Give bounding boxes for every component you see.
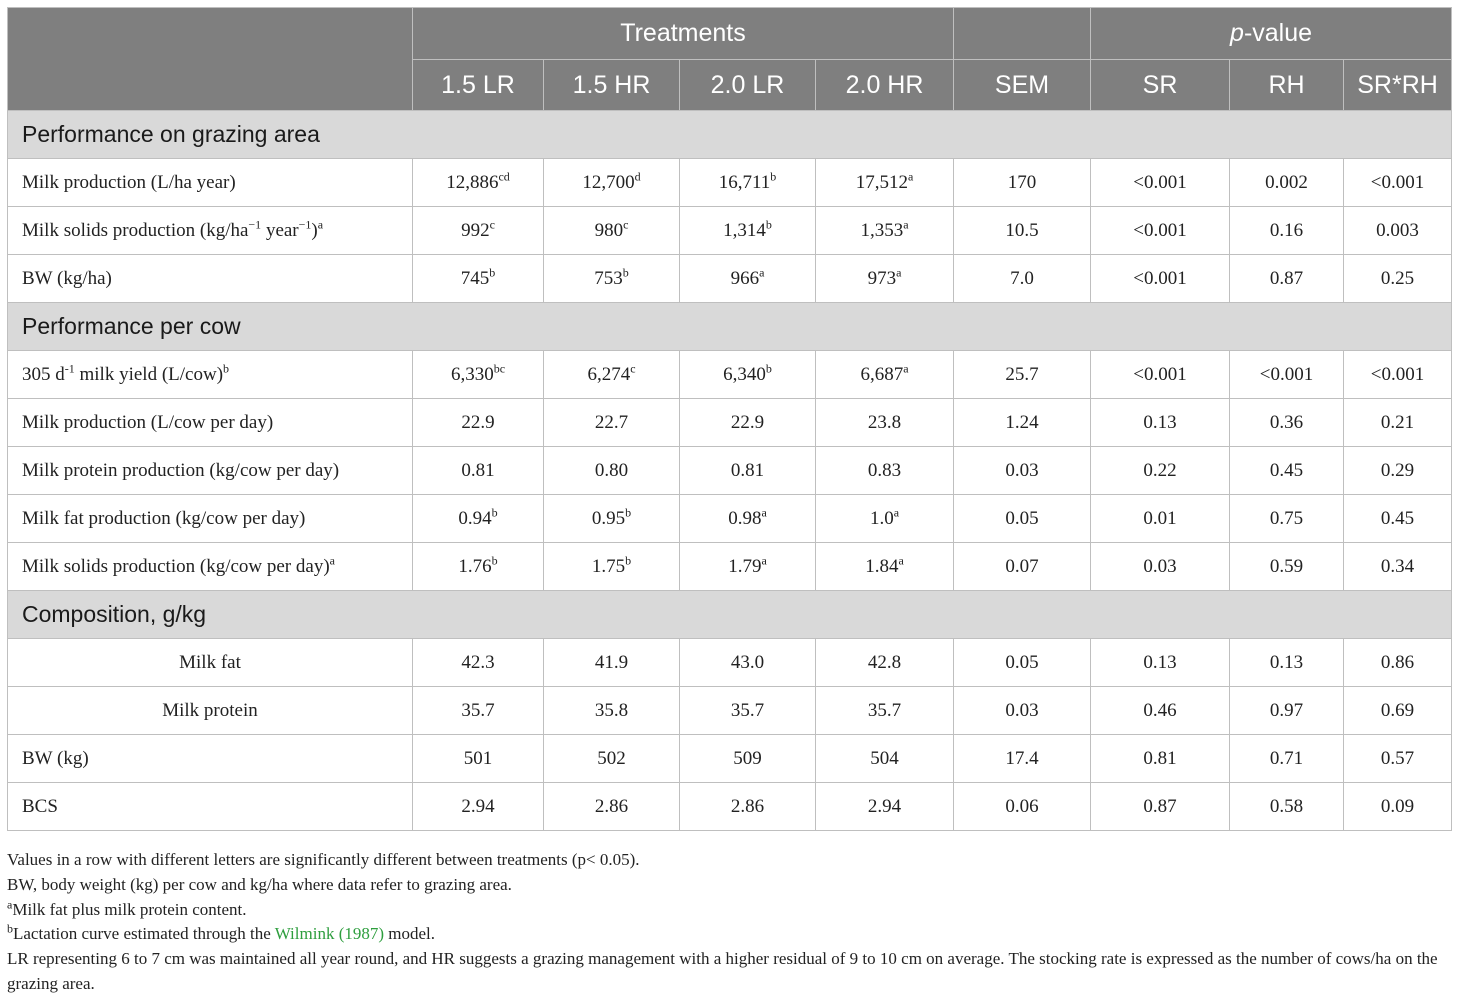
table-cell	[1091, 783, 1230, 831]
label-text: BW (kg)	[22, 747, 89, 769]
cell-value: 0.06	[1005, 795, 1039, 817]
table-cell	[954, 255, 1091, 303]
footnote-b-marker: b	[7, 921, 13, 936]
table-cell	[1230, 543, 1344, 591]
label-superscript: −1	[298, 217, 312, 232]
table-cell	[544, 255, 680, 303]
table-cell	[680, 783, 816, 831]
table-row	[8, 399, 1452, 447]
cell-value: 35.7	[461, 699, 495, 721]
col-header-1-5-hr: 1.5 HR	[544, 60, 680, 111]
table-cell	[816, 543, 954, 591]
section-row	[8, 591, 1452, 639]
cell-value: 1.76	[458, 555, 492, 577]
cell-value: 0.46	[1143, 699, 1177, 721]
table-cell	[1230, 687, 1344, 735]
cell-value: 0.34	[1380, 555, 1415, 577]
cell-value: 0.21	[1380, 411, 1415, 433]
col-header-2-0-hr: 2.0 HR	[816, 60, 954, 111]
section-title: Composition, g/kg	[8, 591, 1452, 639]
significance-letter: a	[903, 217, 909, 232]
cell-value: <0.001	[1370, 171, 1425, 193]
cell-value: 6,340	[723, 363, 766, 385]
row-label	[8, 351, 413, 399]
table-row	[8, 543, 1452, 591]
significance-letter: b	[625, 505, 632, 520]
row-label	[8, 207, 413, 255]
table-cell	[1091, 207, 1230, 255]
significance-letter: cd	[498, 169, 510, 184]
cell-value: 1,353	[860, 219, 904, 241]
table-cell	[816, 399, 954, 447]
cell-value: 0.29	[1380, 459, 1415, 481]
significance-letter: a	[903, 361, 909, 376]
row-label	[8, 783, 413, 831]
cell-value: 10.5	[1005, 219, 1039, 241]
table-row	[8, 255, 1452, 303]
table-cell	[1230, 255, 1344, 303]
table-cell	[1091, 447, 1230, 495]
table-cell	[954, 639, 1091, 687]
label-text: Milk solids production (kg/ha	[22, 219, 249, 241]
label-text: Milk production (L/cow per day)	[22, 411, 274, 433]
cell-value: 1.79	[728, 555, 762, 577]
significance-letter: d	[634, 169, 641, 184]
table-cell	[954, 159, 1091, 207]
cell-value: 42.8	[867, 651, 902, 673]
results-table-container	[7, 7, 1451, 831]
col-header-rh: RH	[1230, 60, 1344, 111]
label-superscript: -1	[64, 361, 75, 376]
cell-value: 0.09	[1380, 795, 1415, 817]
cell-value: 1.84	[865, 555, 899, 577]
significance-letter: b	[491, 505, 498, 520]
row-label	[8, 447, 413, 495]
pvalue-p: p	[1230, 19, 1244, 47]
table-body	[8, 111, 1452, 831]
label-superscript: −1	[248, 217, 262, 232]
table-row	[8, 447, 1452, 495]
col-header-sr-rh: SR*RH	[1344, 60, 1452, 111]
footnote-b	[7, 922, 1453, 947]
table-cell	[1344, 447, 1452, 495]
table-cell	[680, 495, 816, 543]
table-cell	[1230, 207, 1344, 255]
table-cell	[544, 543, 680, 591]
cell-value: 992	[461, 219, 490, 241]
label-text: Milk fat	[179, 651, 241, 673]
table-cell	[413, 687, 544, 735]
cell-value: 35.7	[867, 699, 902, 721]
table-cell	[1344, 207, 1452, 255]
cell-value: 745	[460, 267, 490, 289]
footnote-bw: BW, body weight (kg) per cow and kg/ha where data refer to grazing area.	[7, 874, 512, 894]
significance-letter: a	[759, 265, 765, 280]
table-cell	[816, 783, 954, 831]
significance-letter: c	[489, 217, 495, 232]
cell-value: 0.13	[1143, 411, 1177, 433]
cell-value: 0.71	[1269, 747, 1304, 769]
section-row	[8, 303, 1452, 351]
footnote-lr-hr: LR representing 6 to 7 cm was maintained all year round, and HR suggests a grazing management with a higher residual of 9 to 10 cm on average. The stocking rate is expressed as the number of cows/ha on the grazing area.	[7, 949, 1438, 993]
significance-letter: b	[622, 265, 629, 280]
significance-letter: c	[630, 361, 636, 376]
table-cell	[680, 399, 816, 447]
cell-value: 504	[870, 747, 899, 769]
treatments-header: Treatments	[413, 8, 954, 60]
cell-value: 22.9	[461, 411, 495, 433]
table-row	[8, 351, 1452, 399]
table-cell	[954, 735, 1091, 783]
table-cell	[1230, 495, 1344, 543]
label-text: 305 d	[22, 363, 65, 385]
col-header-sr: SR	[1091, 60, 1230, 111]
cell-value: 12,886	[446, 171, 499, 193]
table-row	[8, 495, 1452, 543]
table-cell	[544, 447, 680, 495]
table-cell	[816, 639, 954, 687]
table-cell	[1344, 687, 1452, 735]
significance-letter: a	[761, 553, 767, 568]
table-cell	[1230, 783, 1344, 831]
table-cell	[413, 639, 544, 687]
cell-value: 0.03	[1143, 555, 1177, 577]
cell-value: 0.002	[1265, 171, 1308, 193]
col-header-sem: SEM	[954, 60, 1091, 111]
cell-value: 6,687	[860, 363, 904, 385]
table-cell	[680, 207, 816, 255]
cell-value: 35.8	[594, 699, 629, 721]
table-cell	[1344, 159, 1452, 207]
table-cell	[816, 495, 954, 543]
cell-value: 2.86	[730, 795, 765, 817]
cell-value: 0.13	[1143, 651, 1177, 673]
table-cell	[1344, 255, 1452, 303]
cell-value: 509	[733, 747, 762, 769]
table-row	[8, 783, 1452, 831]
table-cell	[816, 159, 954, 207]
table-cell	[1344, 543, 1452, 591]
cell-value: <0.001	[1259, 363, 1314, 385]
pvalue-header	[1091, 8, 1452, 60]
table-cell	[816, 735, 954, 783]
table-cell	[954, 687, 1091, 735]
cell-value: <0.001	[1133, 219, 1187, 241]
table-cell	[413, 207, 544, 255]
label-text: BCS	[22, 795, 58, 817]
pvalue-suffix: -value	[1243, 19, 1313, 47]
table-cell	[680, 639, 816, 687]
cell-value: 501	[463, 747, 493, 769]
label-text: year	[261, 219, 299, 241]
cell-value: 966	[730, 267, 760, 289]
cell-value: <0.001	[1133, 267, 1187, 289]
significance-letter: b	[765, 361, 772, 376]
significance-letter: b	[765, 217, 772, 232]
row-label	[8, 495, 413, 543]
table-cell	[954, 783, 1091, 831]
cell-value: 0.81	[1143, 747, 1177, 769]
cell-value: 12,700	[582, 171, 635, 193]
table-cell	[954, 207, 1091, 255]
cell-value: 0.81	[730, 459, 765, 481]
cell-value: 973	[867, 267, 897, 289]
table-cell	[544, 735, 680, 783]
cell-value: 0.58	[1269, 795, 1304, 817]
cell-value: 35.7	[730, 699, 765, 721]
table-cell	[544, 639, 680, 687]
label-superscript: a	[329, 553, 335, 568]
footnote-a-marker: a	[7, 896, 13, 911]
table-cell	[544, 783, 680, 831]
table-cell	[1344, 783, 1452, 831]
cell-value: 0.69	[1380, 699, 1415, 721]
table-cell	[1230, 639, 1344, 687]
significance-letter: b	[625, 553, 632, 568]
table-cell	[1344, 735, 1452, 783]
table-row	[8, 207, 1452, 255]
cell-value: 0.22	[1143, 459, 1177, 481]
label-text: Milk fat production (kg/cow per day)	[22, 507, 306, 529]
table-cell	[954, 351, 1091, 399]
table-cell	[413, 159, 544, 207]
footnote-b-text: Lactation curve estimated through the	[13, 924, 275, 944]
significance-letter: a	[898, 553, 904, 568]
cell-value: 17,512	[855, 171, 908, 193]
table-cell	[413, 735, 544, 783]
cell-value: 43.0	[730, 651, 765, 673]
cell-value: 0.97	[1269, 699, 1304, 721]
table-cell	[954, 399, 1091, 447]
table-cell	[413, 495, 544, 543]
table-cell	[1344, 351, 1452, 399]
table-cell	[1091, 159, 1230, 207]
table-cell	[954, 543, 1091, 591]
cell-value: 0.03	[1005, 459, 1039, 481]
table-cell	[816, 447, 954, 495]
table-cell	[680, 447, 816, 495]
label-text: )	[311, 219, 318, 241]
table-cell	[680, 735, 816, 783]
cell-value: 2.86	[594, 795, 629, 817]
table-cell	[680, 255, 816, 303]
header-corner	[8, 8, 413, 111]
cell-value: 0.81	[461, 459, 495, 481]
cell-value: 0.05	[1005, 507, 1039, 529]
table-cell	[1344, 399, 1452, 447]
table-row	[8, 159, 1452, 207]
table-cell	[954, 447, 1091, 495]
table-cell	[413, 783, 544, 831]
table-cell	[954, 495, 1091, 543]
table-cell	[413, 351, 544, 399]
cell-value: 0.36	[1269, 411, 1304, 433]
footnote-significance: Values in a row with different letters are significantly different between treatments (p< 0.05).	[7, 850, 640, 869]
header-blank	[954, 8, 1091, 60]
row-label	[8, 159, 413, 207]
table-cell	[680, 351, 816, 399]
cell-value: <0.001	[1133, 363, 1187, 385]
table-row	[8, 639, 1452, 687]
cell-value: <0.001	[1133, 171, 1187, 193]
cell-value: 753	[594, 267, 623, 289]
table-cell	[544, 687, 680, 735]
cell-value: 17.4	[1005, 747, 1039, 769]
significance-letter: b	[770, 169, 777, 184]
row-label	[8, 543, 413, 591]
label-text: milk yield (L/cow)	[74, 363, 224, 385]
table-cell	[1091, 255, 1230, 303]
cell-value: 0.25	[1380, 267, 1415, 289]
table-cell	[1230, 735, 1344, 783]
table-cell	[1091, 639, 1230, 687]
table-cell	[544, 351, 680, 399]
row-label	[8, 687, 413, 735]
cell-value: 41.9	[594, 651, 629, 673]
section-row	[8, 111, 1452, 159]
table-cell	[413, 255, 544, 303]
cell-value: 1.75	[591, 555, 626, 577]
cell-value: 0.80	[594, 459, 629, 481]
cell-value: 0.05	[1005, 651, 1039, 673]
table-cell	[1344, 639, 1452, 687]
table-cell	[544, 159, 680, 207]
significance-letter: a	[761, 505, 767, 520]
cell-value: 170	[1007, 171, 1037, 193]
section-title: Performance on grazing area	[8, 111, 1452, 159]
significance-letter: b	[489, 265, 496, 280]
cell-value: 0.003	[1376, 219, 1419, 241]
table-cell	[816, 687, 954, 735]
cell-value: 0.98	[728, 507, 762, 529]
table-cell	[1230, 159, 1344, 207]
cell-value: 1.0	[869, 507, 894, 529]
col-header-1-5-lr: 1.5 LR	[413, 60, 544, 111]
significance-letter: a	[907, 169, 914, 184]
cell-value: 22.7	[594, 411, 629, 433]
label-text: Milk protein	[162, 699, 258, 721]
cell-value: 0.87	[1269, 267, 1304, 289]
table-cell	[413, 543, 544, 591]
cell-value: 22.9	[730, 411, 765, 433]
table-cell	[544, 207, 680, 255]
significance-letter: c	[623, 217, 629, 232]
row-label	[8, 255, 413, 303]
cell-value: 0.83	[867, 459, 902, 481]
cell-value: 0.75	[1269, 507, 1304, 529]
table-cell	[1230, 447, 1344, 495]
table-cell	[1091, 543, 1230, 591]
row-label	[8, 735, 413, 783]
cell-value: 2.94	[867, 795, 902, 817]
table-row	[8, 687, 1452, 735]
table-cell	[680, 543, 816, 591]
cell-value: 1,314	[723, 219, 766, 241]
table-cell	[413, 447, 544, 495]
significance-letter: bc	[493, 361, 506, 376]
table-cell	[544, 495, 680, 543]
cell-value: 0.01	[1143, 507, 1177, 529]
table-cell	[1230, 399, 1344, 447]
cell-value: 0.57	[1380, 747, 1415, 769]
footnote-a-text: Milk fat plus milk protein content.	[12, 899, 247, 919]
cell-value: 1.24	[1005, 411, 1039, 433]
cell-value: 16,711	[718, 171, 771, 193]
cell-value: 0.13	[1269, 651, 1304, 673]
table-cell	[1091, 495, 1230, 543]
table-cell	[816, 207, 954, 255]
footnote-a	[7, 898, 1453, 923]
table-cell	[1091, 687, 1230, 735]
cell-value: 0.07	[1005, 555, 1039, 577]
label-superscript: b	[223, 361, 230, 376]
cell-value: 0.86	[1380, 651, 1415, 673]
table-cell	[680, 159, 816, 207]
significance-letter: a	[893, 505, 900, 520]
cell-value: 6,330	[450, 363, 494, 385]
results-table	[7, 7, 1452, 831]
table-cell	[1230, 351, 1344, 399]
cell-value: 0.16	[1269, 219, 1304, 241]
table-cell	[1091, 735, 1230, 783]
wilmink-citation-link[interactable]: Wilmink (1987)	[274, 924, 385, 944]
cell-value: 2.94	[461, 795, 495, 817]
cell-value: 0.95	[591, 507, 626, 529]
cell-value: 0.94	[458, 507, 492, 529]
label-text: Milk solids production (kg/cow per day)	[22, 555, 330, 577]
cell-value: 0.87	[1143, 795, 1177, 817]
table-cell	[1091, 351, 1230, 399]
table-cell	[544, 399, 680, 447]
footnotes	[7, 848, 1453, 997]
cell-value: 6,274	[587, 363, 631, 385]
cell-value: 980	[594, 219, 624, 241]
row-label	[8, 639, 413, 687]
table-cell	[816, 351, 954, 399]
col-header-2-0-lr: 2.0 LR	[680, 60, 816, 111]
cell-value: 0.45	[1380, 507, 1415, 529]
cell-value: 42.3	[461, 651, 495, 673]
cell-value: 23.8	[867, 411, 902, 433]
significance-letter: a	[896, 265, 902, 280]
cell-value: <0.001	[1370, 363, 1425, 385]
table-cell	[413, 399, 544, 447]
label-text: BW (kg/ha)	[22, 267, 112, 289]
table-cell	[816, 255, 954, 303]
label-text: Milk production (L/ha year)	[22, 171, 236, 193]
label-superscript: a	[317, 217, 324, 232]
cell-value: 7.0	[1010, 267, 1034, 289]
row-label	[8, 399, 413, 447]
cell-value: 25.7	[1005, 363, 1039, 385]
table-header	[8, 8, 1452, 111]
cell-value: 0.59	[1269, 555, 1304, 577]
section-title: Performance per cow	[8, 303, 1452, 351]
footnote-b-text-end: model.	[384, 924, 436, 944]
table-row	[8, 735, 1452, 783]
significance-letter: b	[491, 553, 498, 568]
cell-value: 502	[597, 747, 626, 769]
cell-value: 0.03	[1005, 699, 1039, 721]
label-text: Milk protein production (kg/cow per day)	[22, 459, 340, 481]
table-cell	[680, 687, 816, 735]
table-cell	[1344, 495, 1452, 543]
table-cell	[1091, 399, 1230, 447]
cell-value: 0.45	[1269, 459, 1304, 481]
